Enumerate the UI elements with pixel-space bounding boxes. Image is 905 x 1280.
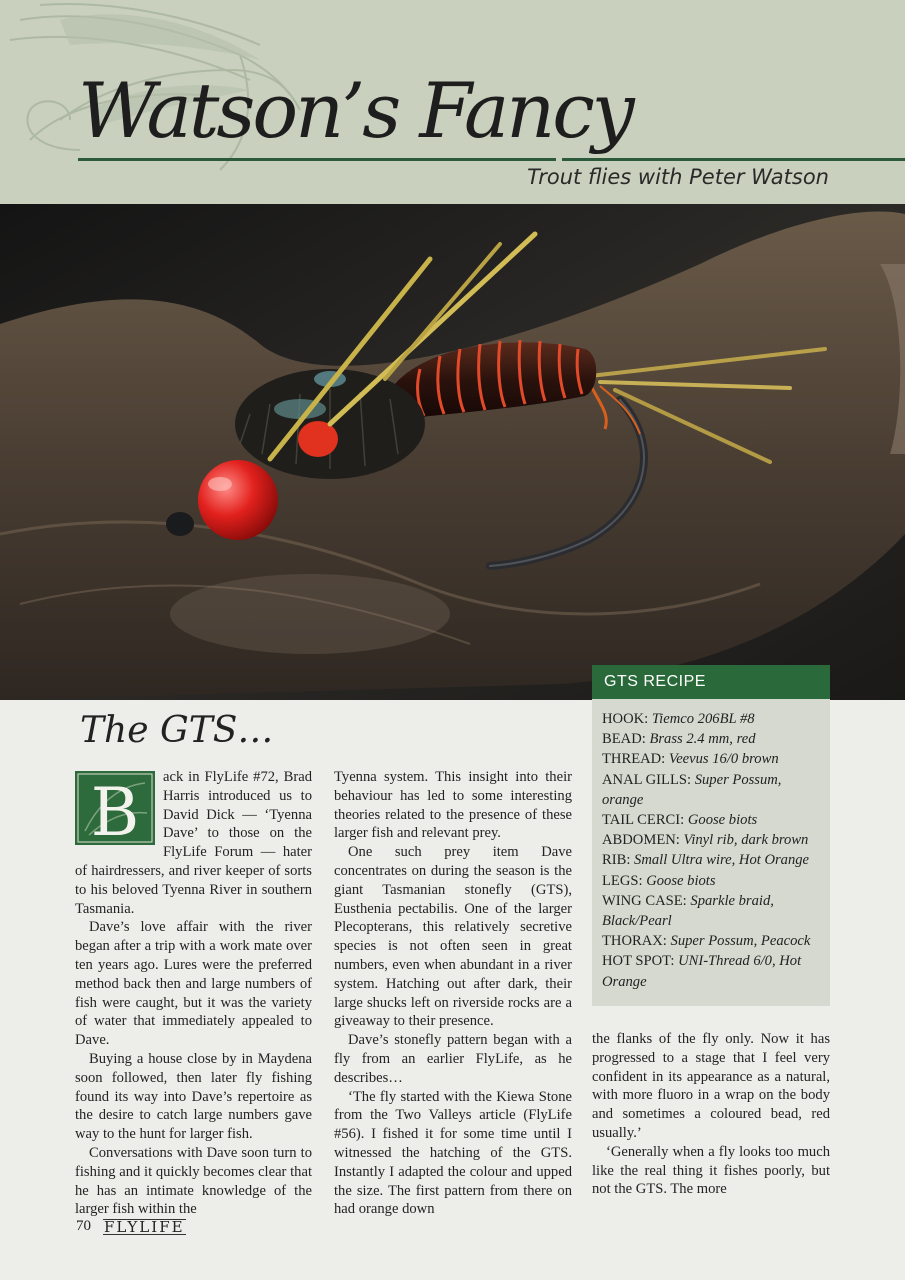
recipe-value: Goose biots [687,812,758,829]
paragraph: ‘The fly started with the Kiewa Stone from the Two Valleys article (FlyLife #56). I fished it for some time until I witnessed the hatching of the GTS. Instantly I adapted the colour and upped the size. The first pattern from there on had orange down [334,1088,572,1218]
article-column-2 [334,768,572,1219]
recipe-value: Vinyl rib, dark brown [683,832,809,849]
recipe-label: THREAD: [602,751,666,768]
recipe-label: BEAD: [602,731,646,748]
paragraph: Conversations with Dave soon turn to fishing and it quickly becomes clear that he has an intimate knowledge of the larger fish within the [75,1144,312,1218]
recipe-value: Brass 2.4 mm, red [649,731,756,748]
paragraph: One such prey item Dave concentrates on during the season is the giant Tasmanian stonefly (GTS), Eusthenia pectabilis. One of the larger Plecopterans, this relatively secretive species is not often seen in great numbers, even when abundant in a river system. Hatching out after dark, their large shucks left on riverside rocks are a giveaway to their presence. [334,844,572,1030]
stonefly-nymph-photo [0,204,905,700]
column-subtitle: Trout flies with Peter Watson [527,165,829,189]
recipe-item [602,931,820,951]
paragraph: Tyenna system. This insight into their behaviour has led to some interesting theories related to the presence of these larger fish and relevant prey. [334,769,572,842]
recipe-label: TAIL CERCI: [602,812,685,829]
recipe-label: WING CASE: [602,892,687,909]
recipe-label: HOT SPOT: [602,953,675,970]
recipe-item [602,871,820,891]
paragraph: the flanks of the fly only. Now it has progressed to a stage that I feel very confident in its appearance as a natural, with more fluoro in a wrap on the body and sometimes a coloured bead, red usually.’ [592,1031,830,1141]
recipe-box [592,699,830,1006]
article-column-3 [592,1030,830,1199]
recipe-label: THORAX: [602,933,667,950]
recipe-item [602,891,820,931]
paragraph: Dave’s love affair with the river began after a trip with a work mate over ten years ago. Lures were the preferred method back then and large numbers of fish were caught, but it was the variety of water that immediately appealed to Dave. [75,919,312,1049]
magazine-logo: FLYLIFE [104,1217,185,1236]
paragraph: Dave’s stonefly pattern began with a fly from an earlier FlyLife, as he describes… [334,1032,572,1086]
recipe-value: Goose biots [646,872,716,889]
recipe-item [602,770,820,810]
recipe-label: ABDOMEN: [602,832,680,849]
recipe-item [602,850,820,870]
recipe-item [602,709,820,729]
recipe-value: Super Possum, Peacock [670,933,811,950]
recipe-item [602,749,820,769]
recipe-item [602,951,820,991]
title-rule-left [78,158,556,161]
recipe-value: Sparkle braid, Black/Pearl [602,892,774,930]
paragraph: ack in FlyLife #72, Brad Harris introduced us to David Dick — ‘Tyenna Dave’ to those on the FlyLife Forum — hater of hairdressers, and river keeper of sorts to his beloved Tyenna River in southern Tasmania. [75,769,312,917]
recipe-label: HOOK: [602,711,649,727]
recipe-value: Tiemco 206BL #8 [651,711,755,727]
recipe-value: Veevus 16/0 brown [668,751,779,768]
recipe-value: Small Ultra wire, Hot Orange [634,852,810,869]
recipe-label: LEGS: [602,872,643,889]
page-footer [76,1218,186,1235]
recipe-item [602,810,820,830]
recipe-label: RIB: [602,852,631,869]
page-number: 70 [76,1218,91,1234]
dropcap-fly-icon [75,771,155,845]
dropcap-letter: B [90,774,140,845]
column-title: Watson’s Fancy [78,66,632,155]
recipe-item [602,830,820,850]
recipe-value: Super Possum, orange [602,771,782,808]
title-rule-right [562,158,905,161]
recipe-item [602,729,820,749]
article-column-1 [75,768,312,1219]
article-title: The GTS… [80,710,274,751]
recipe-label: ANAL GILLS: [602,771,692,788]
paragraph: ‘Generally when a fly looks too much like the real thing it fishes poorly, but not the GTS. The more [592,1143,830,1198]
recipe-value: UNI-Thread 6/0, Hot Orange [602,953,802,990]
recipe-heading: GTS RECIPE [592,665,830,699]
paragraph: Buying a house close by in Maydena soon followed, then later fly fishing found its way into Dave’s repertoire as the desire to catch large numbers gave way to the hunt for larger fish. [75,1050,312,1143]
page-header [0,0,905,204]
